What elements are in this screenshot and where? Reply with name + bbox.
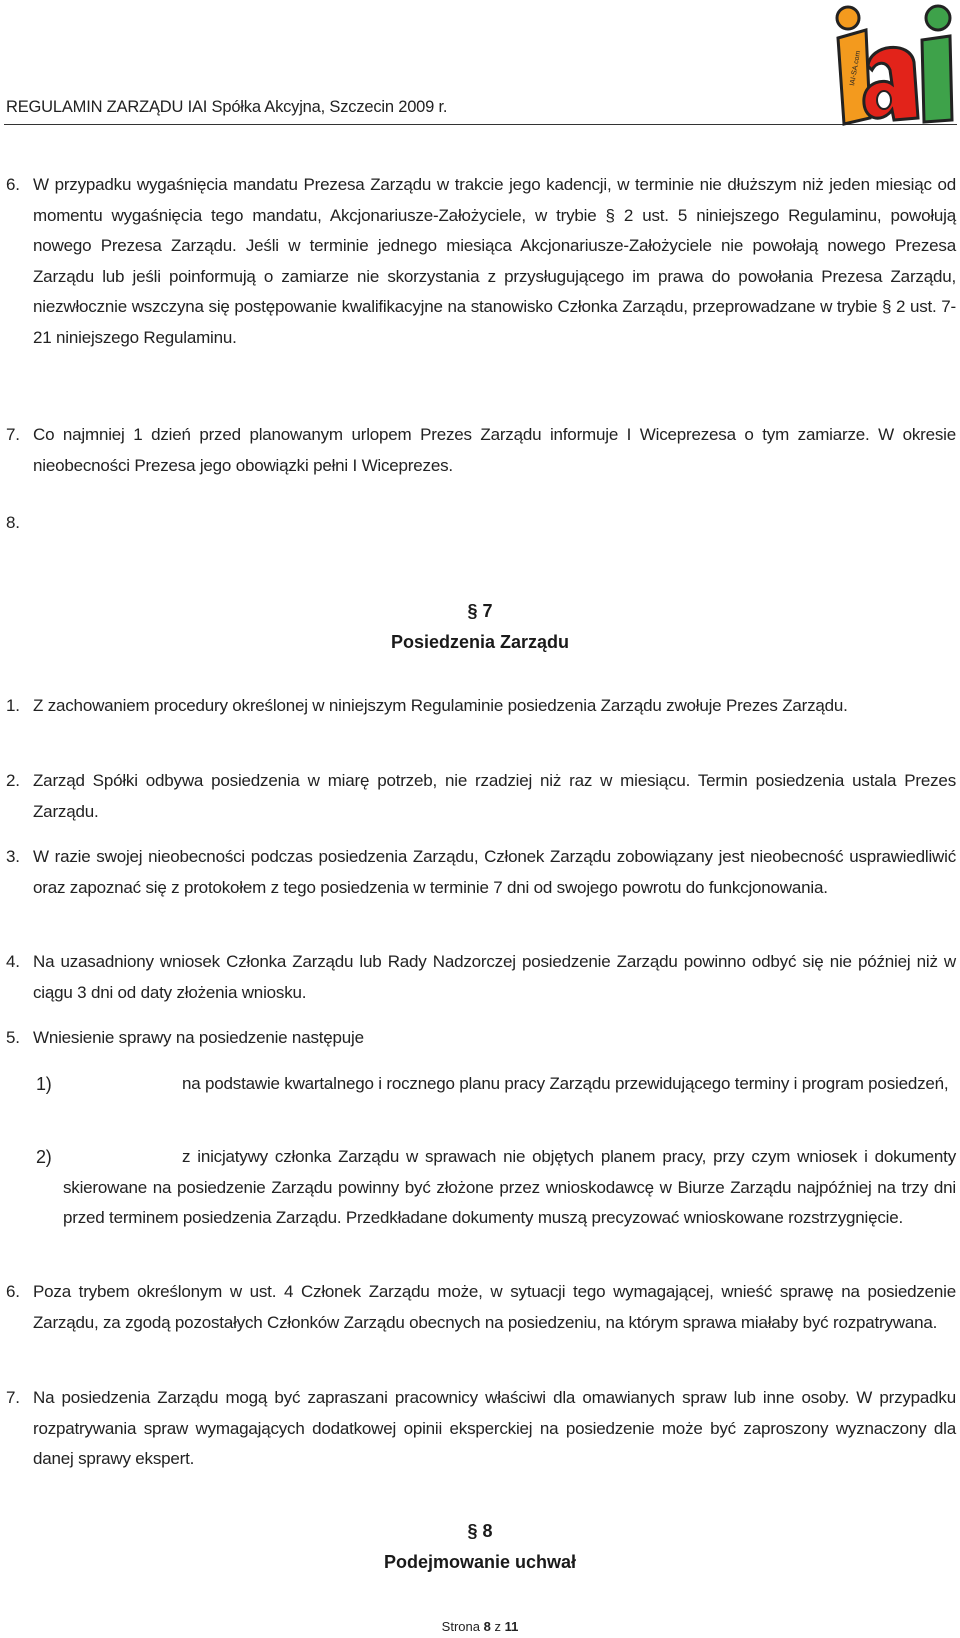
sub-item-text: na podstawie kwartalnego i rocznego planu pracy Zarządu przewidującego terminy i program posiedzeń, [182, 1074, 949, 1093]
section-number: § 7 [467, 601, 493, 621]
sub-item-text: z inicjatywy członka Zarządu w sprawach nie objętych planem pracy, przy czym wniosek i dokumenty skierowane na posiedzenie Zarządu powinny być złożone przez wnioskodawcę w Biurze Zarządu najpóźniej na trzy dni przed terminem posiedzenia Zarządu. Przedkładane dokumenty muszą precyzować wnioskowane rozstrzygnięcie. [63, 1147, 956, 1227]
sub-item-number: 1) [36, 1074, 52, 1094]
iai-logo [818, 0, 958, 126]
header-rule [4, 124, 957, 125]
item-number: 3. [6, 847, 20, 866]
list-item [6, 420, 956, 481]
list-item [6, 947, 956, 1008]
footer-prefix: Strona [441, 1619, 480, 1634]
item-text: Poza trybem określonym w ust. 4 Członek Zarządu może, w sytuacji tego wymagającej, wnieść sprawę na posiedzenie Zarządu, za zgodą pozostałych Członków Zarządu obecnych na posiedzeniu, na którym sprawa miałaby być rozpatrywana. [33, 1282, 956, 1332]
item-number: 6. [6, 1282, 20, 1301]
item-text: Wniesienie sprawy na posiedzenie następuje [33, 1028, 364, 1047]
item-text: Zarząd Spółki odbywa posiedzenia w miarę potrzeb, nie rzadziej niż raz w miesiącu. Termin posiedzenia ustala Prezes Zarządu. [33, 771, 956, 821]
list-item [6, 1383, 956, 1475]
section-title: Posiedzenia Zarządu [390, 632, 570, 652]
item-text: W przypadku wygaśnięcia mandatu Prezesa Zarządu w trakcie jego kadencji, w terminie nie dłuższym niż jeden miesiąc od momentu wygaśnięcia tego mandatu, Akcjonariusze-Założyciele, w trybie § 2 ust. 5 niniejszego Regulaminu, powołują nowego Prezesa Zarządu. Jeśli w terminie jednego miesiąca Akcjonariusze-Założyciele nie powołają nowego Prezesa Zarządu lub jeśli poinformują o zamiarze nie skorzystania z przysługującego im prawa do powołania Prezesa Zarządu, niezwłocznie wszczyna się postępowanie kwalifikacyjne na stanowisko Członka Zarządu, przeprowadzane w trybie § 2 ust. 7-21 niniejszego Regulaminu. [33, 175, 956, 347]
section-title: Podejmowanie uchwał [383, 1552, 577, 1572]
list-item [6, 691, 956, 722]
list-item [6, 766, 956, 827]
footer-page-number: 8 [483, 1619, 491, 1634]
item-text: W razie swojej nieobecności podczas posiedzenia Zarządu, Członek Zarządu zobowiązany jest nieobecność usprawiedliwić oraz zapoznać się z protokołem z tego posiedzenia w terminie 7 dni od swojego powrotu do funkcjonowania. [33, 847, 956, 897]
footer-total-pages: 11 [504, 1619, 519, 1634]
item-text: Z zachowaniem procedury określonej w niniejszym Regulaminie posiedzenia Zarządu zwołuje Prezes Zarządu. [33, 696, 848, 715]
list-item [6, 170, 956, 353]
item-number: 8. [6, 513, 20, 532]
sub-list-item [36, 1142, 956, 1234]
sub-list-item [36, 1069, 956, 1100]
item-text: Na uzasadniony wniosek Członka Zarządu lub Rady Nadzorczej posiedzenie Zarządu powinno odbyć się nie później niż w ciągu 3 dni od daty złożenia wniosku. [33, 952, 956, 1002]
section-number: § 8 [467, 1521, 493, 1541]
item-number: 7. [6, 425, 20, 444]
header-title: REGULAMIN ZARZĄDU IAI Spółka Akcyjna, Szczecin 2009 r. [6, 98, 448, 116]
item-number: 5. [6, 1028, 20, 1047]
item-text: Co najmniej 1 dzień przed planowanym urlopem Prezes Zarządu informuje I Wiceprezesa o tym zamiarze. W okresie nieobecności Prezesa jego obowiązki pełni I Wiceprezes. [33, 425, 956, 475]
item-number: 6. [6, 175, 20, 194]
list-item [6, 1023, 956, 1054]
list-item [6, 1277, 956, 1338]
page-footer [0, 1619, 960, 1634]
logo-small-text: IAI-SA.com [849, 50, 863, 87]
footer-separator: z [494, 1619, 501, 1634]
sub-item-number: 2) [36, 1147, 52, 1167]
item-number: 7. [6, 1388, 20, 1407]
item-number: 4. [6, 952, 20, 971]
item-number: 1. [6, 696, 20, 715]
item-number: 2. [6, 771, 20, 790]
item-text: Na posiedzenia Zarządu mogą być zapraszani pracownicy właściwi dla omawianych spraw lub inne osoby. W przypadku rozpatrywania spraw wymagających dodatkowej opinii eksperckiej na posiedzenie może być zaproszony wyznaczony dla danej sprawy ekspert. [33, 1388, 956, 1468]
list-item [6, 842, 956, 903]
